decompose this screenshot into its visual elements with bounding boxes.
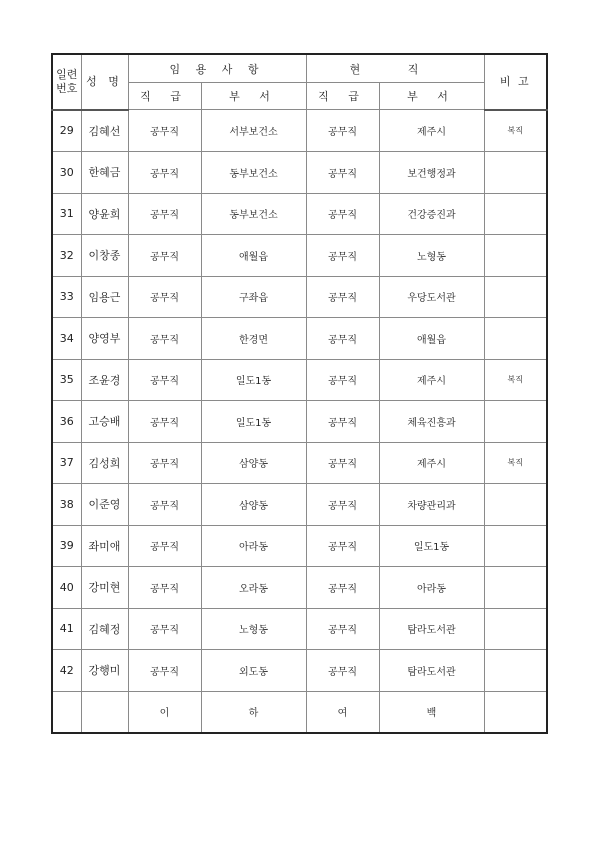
appointment-rank-cell: 공무직 <box>128 567 201 609</box>
table-row <box>52 235 547 277</box>
current-dept-cell: 체육진흥과 <box>379 401 484 443</box>
remarks-cell <box>484 650 547 692</box>
name-cell: 좌미애 <box>81 525 128 567</box>
name-cell: 김혜선 <box>81 110 128 152</box>
table-row <box>52 484 547 526</box>
header-appointment-rank: 직 급 <box>128 83 201 110</box>
appointment-dept-cell: 외도동 <box>201 650 306 692</box>
current-dept-cell: 일도1동 <box>379 525 484 567</box>
appointment-dept-cell: 동부보건소 <box>201 193 306 235</box>
appointment-rank-cell: 공무직 <box>128 484 201 526</box>
current-dept-cell: 애월읍 <box>379 318 484 360</box>
table-footer-row <box>52 691 547 733</box>
current-rank-cell: 공무직 <box>306 359 379 401</box>
header-name: 성 명 <box>81 54 128 110</box>
header-appointment-group: 임 용 사 항 <box>128 54 306 83</box>
table-row <box>52 567 547 609</box>
serial-no-cell: 32 <box>52 235 81 277</box>
name-cell: 조윤경 <box>81 359 128 401</box>
appointment-rank-cell: 공무직 <box>128 276 201 318</box>
appointment-dept-cell: 서부보건소 <box>201 110 306 152</box>
appointment-rank-cell: 공무직 <box>128 110 201 152</box>
remarks-cell <box>484 193 547 235</box>
name-cell: 김성희 <box>81 442 128 484</box>
appointment-dept-cell: 아라동 <box>201 525 306 567</box>
current-rank-cell: 공무직 <box>306 318 379 360</box>
appointment-rank-cell: 공무직 <box>128 608 201 650</box>
current-rank-cell: 공무직 <box>306 484 379 526</box>
current-rank-cell: 공무직 <box>306 567 379 609</box>
serial-no-cell: 42 <box>52 650 81 692</box>
current-dept-cell: 제주시 <box>379 110 484 152</box>
remarks-cell <box>484 567 547 609</box>
remarks-cell: 복직 <box>484 359 547 401</box>
appointment-dept-cell: 삼양동 <box>201 484 306 526</box>
current-rank-cell: 공무직 <box>306 110 379 152</box>
current-rank-cell: 공무직 <box>306 442 379 484</box>
current-dept-cell: 제주시 <box>379 442 484 484</box>
footer-empty-cell <box>81 691 128 733</box>
current-dept-cell: 차량관리과 <box>379 484 484 526</box>
current-rank-cell: 공무직 <box>306 608 379 650</box>
header-serial-no-line2: 번호 <box>56 81 78 95</box>
appointment-dept-cell: 한경면 <box>201 318 306 360</box>
remarks-cell <box>484 276 547 318</box>
current-dept-cell: 탐라도서관 <box>379 608 484 650</box>
table-row <box>52 442 547 484</box>
serial-no-cell: 36 <box>52 401 81 443</box>
name-cell: 임용근 <box>81 276 128 318</box>
serial-no-cell: 41 <box>52 608 81 650</box>
appointment-rank-cell: 공무직 <box>128 193 201 235</box>
current-rank-cell: 공무직 <box>306 193 379 235</box>
current-dept-cell: 우당도서관 <box>379 276 484 318</box>
current-rank-cell: 공무직 <box>306 152 379 194</box>
footer-text-2: 하 <box>201 691 306 733</box>
appointment-rank-cell: 공무직 <box>128 401 201 443</box>
appointment-dept-cell: 일도1동 <box>201 359 306 401</box>
appointment-rank-cell: 공무직 <box>128 318 201 360</box>
name-cell: 이준영 <box>81 484 128 526</box>
name-cell: 고승배 <box>81 401 128 443</box>
serial-no-cell: 29 <box>52 110 81 152</box>
current-dept-cell: 탐라도서관 <box>379 650 484 692</box>
table-row <box>52 276 547 318</box>
header-current-rank: 직 급 <box>306 83 379 110</box>
remarks-cell <box>484 318 547 360</box>
appointment-dept-cell: 애월읍 <box>201 235 306 277</box>
header-current-dept: 부 서 <box>379 83 484 110</box>
name-cell: 한혜금 <box>81 152 128 194</box>
footer-empty-cell <box>52 691 81 733</box>
serial-no-cell: 34 <box>52 318 81 360</box>
current-rank-cell: 공무직 <box>306 401 379 443</box>
name-cell: 양영부 <box>81 318 128 360</box>
current-dept-cell: 건강증진과 <box>379 193 484 235</box>
table-row <box>52 525 547 567</box>
current-dept-cell: 제주시 <box>379 359 484 401</box>
table-row <box>52 152 547 194</box>
current-rank-cell: 공무직 <box>306 276 379 318</box>
footer-text-4: 백 <box>379 691 484 733</box>
current-rank-cell: 공무직 <box>306 650 379 692</box>
table-row <box>52 650 547 692</box>
serial-no-cell: 31 <box>52 193 81 235</box>
appointment-table <box>51 53 548 734</box>
footer-text-1: 이 <box>128 691 201 733</box>
remarks-cell <box>484 608 547 650</box>
serial-no-cell: 40 <box>52 567 81 609</box>
header-appointment-dept: 부 서 <box>201 83 306 110</box>
appointment-rank-cell: 공무직 <box>128 525 201 567</box>
appointment-rank-cell: 공무직 <box>128 235 201 277</box>
header-serial-no-line1: 일련 <box>56 67 78 81</box>
table-row <box>52 401 547 443</box>
serial-no-cell: 35 <box>52 359 81 401</box>
remarks-cell: 복직 <box>484 110 547 152</box>
header-serial-no <box>52 54 81 110</box>
serial-no-cell: 30 <box>52 152 81 194</box>
header-remarks: 비 고 <box>484 54 547 110</box>
appointment-dept-cell: 오라동 <box>201 567 306 609</box>
name-cell: 김혜정 <box>81 608 128 650</box>
current-dept-cell: 보건행정과 <box>379 152 484 194</box>
appointment-rank-cell: 공무직 <box>128 442 201 484</box>
table-row <box>52 193 547 235</box>
header-current-group: 현 직 <box>306 54 484 83</box>
appointment-rank-cell: 공무직 <box>128 152 201 194</box>
name-cell: 이창종 <box>81 235 128 277</box>
remarks-cell <box>484 484 547 526</box>
personnel-document <box>51 53 546 734</box>
appointment-rank-cell: 공무직 <box>128 650 201 692</box>
appointment-rank-cell: 공무직 <box>128 359 201 401</box>
serial-no-cell: 33 <box>52 276 81 318</box>
table-row <box>52 608 547 650</box>
name-cell: 강미현 <box>81 567 128 609</box>
remarks-cell <box>484 525 547 567</box>
name-cell: 양윤희 <box>81 193 128 235</box>
serial-no-cell: 37 <box>52 442 81 484</box>
current-dept-cell: 아라동 <box>379 567 484 609</box>
remarks-cell <box>484 152 547 194</box>
table-row <box>52 318 547 360</box>
current-rank-cell: 공무직 <box>306 235 379 277</box>
appointment-dept-cell: 구좌읍 <box>201 276 306 318</box>
serial-no-cell: 39 <box>52 525 81 567</box>
table-header-row <box>52 54 547 83</box>
appointment-dept-cell: 삼양동 <box>201 442 306 484</box>
serial-no-cell: 38 <box>52 484 81 526</box>
appointment-dept-cell: 노형동 <box>201 608 306 650</box>
name-cell: 강행미 <box>81 650 128 692</box>
remarks-cell <box>484 235 547 277</box>
remarks-cell <box>484 401 547 443</box>
footer-empty-cell <box>484 691 547 733</box>
current-rank-cell: 공무직 <box>306 525 379 567</box>
table-row <box>52 110 547 152</box>
current-dept-cell: 노형동 <box>379 235 484 277</box>
table-row <box>52 359 547 401</box>
appointment-dept-cell: 일도1동 <box>201 401 306 443</box>
appointment-dept-cell: 동부보건소 <box>201 152 306 194</box>
remarks-cell: 복직 <box>484 442 547 484</box>
footer-text-3: 여 <box>306 691 379 733</box>
